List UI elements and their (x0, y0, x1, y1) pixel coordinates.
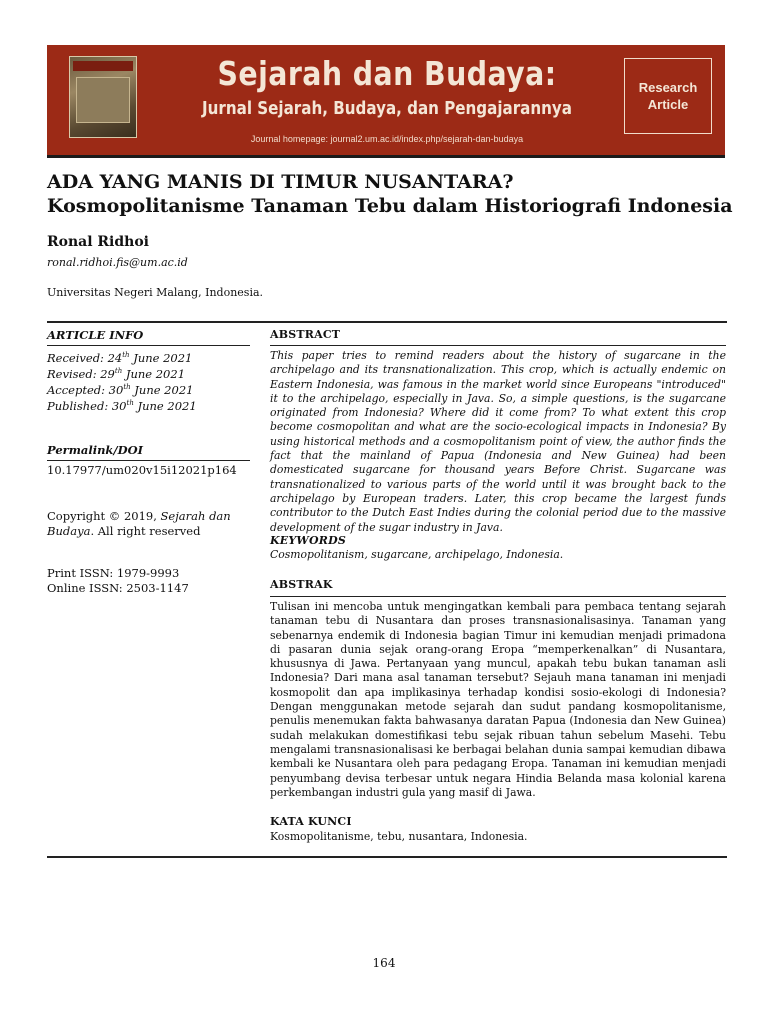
permalink-heading: Permalink/DOI (47, 443, 143, 457)
published-date-suffix: th (126, 399, 134, 408)
revised-date-suffix: th (114, 367, 123, 376)
cover-title-band (73, 61, 133, 71)
abstrak-heading: ABSTRAK (270, 578, 333, 591)
page-number: 164 (372, 956, 396, 970)
keywords-text: Cosmopolitanism, sugarcane, archipelago, Indonesia. (270, 548, 564, 561)
received-date (47, 350, 192, 366)
article-info-heading: ARTICLE INFO (47, 328, 144, 342)
abstract-divider (270, 345, 726, 346)
kata-kunci-text: Kosmopolitanisme, tebu, nusantara, Indonesia. (270, 830, 528, 843)
journal-cover-image (69, 56, 137, 138)
published-date-day: Published: 30 (47, 399, 127, 413)
copyright-suffix: . All right reserved (90, 524, 201, 538)
revised-date-day: Revised: 29 (47, 367, 115, 381)
abstract-heading: ABSTRACT (270, 328, 341, 341)
journal-banner (47, 45, 725, 158)
copyright-notice (47, 509, 247, 539)
permalink-divider (47, 460, 250, 461)
accepted-date-suffix: th (123, 383, 131, 392)
journal-homepage-link[interactable]: Journal homepage: journal2.um.ac.id/index.php/sejarah-dan-budaya (250, 134, 524, 144)
accepted-date-day: Accepted: 30 (47, 383, 124, 397)
article-type-badge: Research Article (624, 58, 712, 134)
journal-subtitle: Jurnal Sejarah, Budaya, dan Pengajarannya (202, 98, 572, 119)
doi-link[interactable]: 10.17977/um020v15i12021p164 (47, 463, 237, 477)
author-affiliation: Universitas Negeri Malang, Indonesia. (47, 286, 264, 299)
accepted-date (47, 382, 193, 398)
received-date-month-year: June 2021 (129, 351, 193, 365)
received-date-suffix: th (122, 351, 130, 360)
print-issn: Print ISSN: 1979-9993 (47, 566, 180, 580)
revised-date (47, 366, 185, 382)
revised-date-month-year: June 2021 (122, 367, 186, 381)
article-info-divider (47, 345, 250, 346)
kata-kunci-heading: KATA KUNCI (270, 815, 352, 828)
abstrak-divider (270, 596, 726, 597)
section-divider-bottom (47, 856, 727, 858)
abstrak-text: Tulisan ini mencoba untuk mengingatkan kembali para pembaca tentang sejarah tanaman tebu di Nusantara dan proses transnasionalisasinya. Tanaman yang sebenarnya endemik di Indonesia bagian Timur ini kemudian menjadi primadona di pasaran dunia sejak orang-orang Eropa “memperkenalkan” di Nusantara, khususnya di Jawa. Pertanyaan yang muncul, apakah tebu bukan tanaman asli Indonesia? Dari mana asal tanaman tersebut? Sejauh mana tanaman ini menjadi kosmopolit dan apa implikasinya terhadap kondisi sosio-ekologi di Indonesia? Dengan menggunakan metode sejarah dan sudut pandang kosmopolitanisme, penulis menemukan fakta bahwasanya daratan Papua (Indonesia dan New Guinea) sudah melakukan domestifikasi tebu sejak ribuan tahun sebelum Masehi. Tebu mengalami transnasionalisasi ke berbagai belahan dunia sampai kemudian dibawa kembali ke Nusantara oleh para pedagang Eropa. Tanaman ini kemudian menjadi penyumbang devisa terbesar untuk negara Hindia Belanda masa kolonial karena perkembangan industri gula yang masif di Jawa. (270, 600, 726, 799)
journal-title: Sejarah dan Budaya: (217, 54, 557, 93)
cover-photo (76, 77, 130, 123)
copyright-journal-name: Sejarah dan Budaya (47, 509, 231, 538)
author-email[interactable]: ronal.ridhoi.fis@um.ac.id (47, 256, 188, 269)
article-title-line-1: ADA YANG MANIS DI TIMUR NUSANTARA? (47, 171, 514, 193)
author-name: Ronal Ridhoi (47, 234, 149, 250)
published-date-month-year: June 2021 (133, 399, 197, 413)
accepted-date-month-year: June 2021 (130, 383, 194, 397)
online-issn: Online ISSN: 2503-1147 (47, 581, 189, 595)
received-date-day: Received: 24 (47, 351, 123, 365)
keywords-heading: KEYWORDS (270, 534, 346, 547)
published-date (47, 398, 197, 414)
article-title-line-2: Kosmopolitanisme Tanaman Tebu dalam Historiografi Indonesia (47, 195, 733, 217)
section-divider-top (47, 321, 727, 323)
copyright-prefix: Copyright © 2019, (47, 509, 161, 523)
abstract-text: This paper tries to remind readers about the history of sugarcane in the archipelago and its transnationalization. This crop, which is actually endemic on Eastern Indonesia, was famous in the market world since Europeans "introduced" it to the archipelago, especially in Java. So, a simple questions, is the sugarcane originated from Indonesia? Where did it come from? To what extent this crop become cosmopolitan and what are the socio-ecological impacts in Indonesia? By using historical methods and a cosmopolitanism point of view, the author finds the fact that the mainland of Papua (Indonesia and New Guinea) had been domesticated sugarcane for thousand years Before Christ. Sugarcane was transnationalized to various parts of the world until it was brought back to the archipelago by European traders. Later, this crop became the largest funds contributor to the Dutch East Indies during the colonial period due to the massive development of the sugar industry in Java. (270, 349, 726, 534)
article-title (47, 170, 733, 218)
